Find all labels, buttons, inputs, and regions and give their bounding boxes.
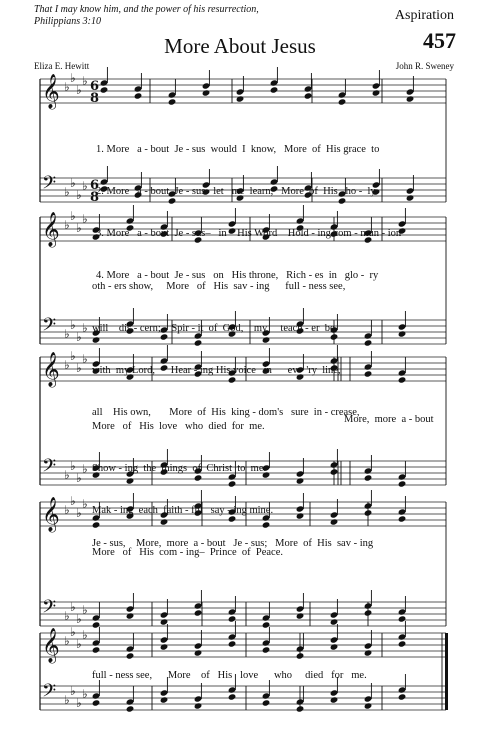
time-signature-top: 6 xyxy=(90,79,100,94)
notehead xyxy=(194,702,203,709)
time-signature-bottom: 8 xyxy=(90,91,100,106)
lyric-system-5: full - ness see, More of His love who died for me. xyxy=(92,670,367,681)
notehead xyxy=(160,643,169,650)
notehead xyxy=(100,86,109,93)
flat-sign: ♭ xyxy=(76,637,82,651)
lyric-line: 4. More a - bout Je - sus on His throne, Rich - es in glo - ry xyxy=(96,270,379,281)
flat-sign: ♭ xyxy=(70,71,76,85)
treble-clef: 𝄞 xyxy=(42,74,60,109)
notehead xyxy=(364,370,373,377)
flat-sign: ♭ xyxy=(70,459,76,473)
time-signature-top: 6 xyxy=(90,178,100,193)
notehead xyxy=(364,702,373,709)
bass-clef: 𝄢 xyxy=(42,173,57,198)
notehead xyxy=(194,609,203,616)
lyric-line: Show - ing the things of Christ to me. xyxy=(92,463,267,474)
flat-sign: ♭ xyxy=(64,218,70,232)
flat-sign: ♭ xyxy=(82,179,88,193)
flat-sign: ♭ xyxy=(82,321,88,335)
flat-sign: ♭ xyxy=(64,468,70,482)
notehead xyxy=(296,612,305,619)
notehead xyxy=(364,339,373,346)
notehead xyxy=(202,89,211,96)
flat-sign: ♭ xyxy=(64,358,70,372)
lyric-line: Mak - ing each faith - ful say - ing mine. xyxy=(92,505,274,516)
flat-sign: ♭ xyxy=(64,80,70,94)
flat-sign: ♭ xyxy=(76,471,82,485)
notehead xyxy=(92,646,101,653)
flat-sign: ♭ xyxy=(70,494,76,508)
flat-sign: ♭ xyxy=(70,318,76,332)
notehead xyxy=(398,376,407,383)
notehead xyxy=(330,643,339,650)
bass-clef: 𝄢 xyxy=(42,456,57,481)
notehead xyxy=(194,649,203,656)
flat-sign: ♭ xyxy=(76,696,82,710)
notehead xyxy=(236,95,245,102)
hymn-title: More About Jesus xyxy=(164,34,316,58)
flat-sign: ♭ xyxy=(76,612,82,626)
lyric-line: 2. More a - bout Je - sus let me learn, More of His ho - ly xyxy=(96,186,376,197)
flat-sign: ♭ xyxy=(82,687,88,701)
treble-clef: 𝄞 xyxy=(42,628,60,663)
flat-sign: ♭ xyxy=(76,221,82,235)
lyric-line: More of His com - ing– Prince of Peace. xyxy=(92,547,283,558)
bass-clef: 𝄢 xyxy=(42,681,57,706)
flat-sign: ♭ xyxy=(64,609,70,623)
notehead xyxy=(126,612,135,619)
notehead xyxy=(228,693,237,700)
flat-sign: ♭ xyxy=(70,600,76,614)
flat-sign: ♭ xyxy=(76,506,82,520)
lyric-line: More of His love who died for me. xyxy=(92,421,265,432)
notehead xyxy=(304,92,313,99)
notehead xyxy=(168,98,177,105)
flat-sign: ♭ xyxy=(82,462,88,476)
notehead xyxy=(364,649,373,656)
notehead xyxy=(126,652,135,659)
notehead xyxy=(398,640,407,647)
lyric-line: with my Lord, Hear - ing His voice in ev - 'ry line, xyxy=(92,365,341,376)
notehead xyxy=(126,705,135,712)
epigraph-quote: That I may know him, and the power of his resurrection, xyxy=(34,4,259,15)
flat-sign: ♭ xyxy=(70,625,76,639)
composer-credit: John R. Sweney xyxy=(395,61,454,71)
flat-sign: ♭ xyxy=(70,349,76,363)
flat-sign: ♭ xyxy=(64,693,70,707)
flat-sign: ♭ xyxy=(82,212,88,226)
flat-sign: ♭ xyxy=(82,497,88,511)
flat-sign: ♭ xyxy=(76,83,82,97)
notehead xyxy=(270,86,279,93)
notehead xyxy=(262,699,271,706)
author-credit: Eliza E. Hewitt xyxy=(34,61,90,71)
lyric-line: oth - ers show, More of His sav - ing full - ness see, xyxy=(92,281,346,292)
bass-clef: 𝄢 xyxy=(42,315,57,340)
notehead xyxy=(398,480,407,487)
notehead xyxy=(398,693,407,700)
notehead xyxy=(92,699,101,706)
notehead xyxy=(398,330,407,337)
notehead xyxy=(330,696,339,703)
flat-sign: ♭ xyxy=(76,188,82,202)
flat-sign: ♭ xyxy=(82,603,88,617)
notehead xyxy=(134,92,143,99)
lyric-line: all His own, More of His king - dom's sure in - crease, xyxy=(92,407,360,418)
notehead xyxy=(296,477,305,484)
lyric-line: 3. More a - bout Je - sus– in His Word Hold - ing com - mun - ion xyxy=(96,228,402,239)
flat-sign: ♭ xyxy=(76,361,82,375)
treble-clef: 𝄞 xyxy=(42,352,60,387)
notehead xyxy=(228,640,237,647)
flat-sign: ♭ xyxy=(70,176,76,190)
lyric-system-4: Je - sus, More, more a - bout Je - sus; More of His sav - ing xyxy=(92,538,374,549)
flat-sign: ♭ xyxy=(82,628,88,642)
flat-sign: ♭ xyxy=(82,352,88,366)
hymn-number: 457 xyxy=(423,28,456,53)
notehead xyxy=(160,696,169,703)
notehead xyxy=(406,95,415,102)
flat-sign: ♭ xyxy=(64,503,70,517)
flat-sign: ♭ xyxy=(64,634,70,648)
refrain-lead-in: More, more a - bout xyxy=(344,414,434,425)
lyric-line: will dis - cern; Spir - it of God, my teach - er be, xyxy=(92,323,338,334)
flat-sign: ♭ xyxy=(82,74,88,88)
section-label: Aspiration xyxy=(394,8,454,23)
flat-sign: ♭ xyxy=(64,185,70,199)
notehead xyxy=(338,98,347,105)
notehead xyxy=(330,518,339,525)
flat-sign: ♭ xyxy=(70,209,76,223)
notehead xyxy=(262,646,271,653)
notehead xyxy=(398,515,407,522)
treble-clef: 𝄞 xyxy=(42,212,60,247)
flat-sign: ♭ xyxy=(76,330,82,344)
notehead xyxy=(406,194,415,201)
final-barline-thick xyxy=(445,633,448,710)
notehead xyxy=(372,89,381,96)
time-signature-bottom: 8 xyxy=(90,190,100,205)
bass-clef: 𝄢 xyxy=(42,597,57,622)
flat-sign: ♭ xyxy=(64,327,70,341)
lyric-line: 1. More a - bout Je - sus would I know, More of His grace to xyxy=(96,144,380,155)
flat-sign: ♭ xyxy=(70,684,76,698)
epigraph-reference: Philippians 3:10 xyxy=(34,16,101,27)
notehead xyxy=(364,474,373,481)
treble-clef: 𝄞 xyxy=(42,497,60,532)
notehead xyxy=(296,512,305,519)
